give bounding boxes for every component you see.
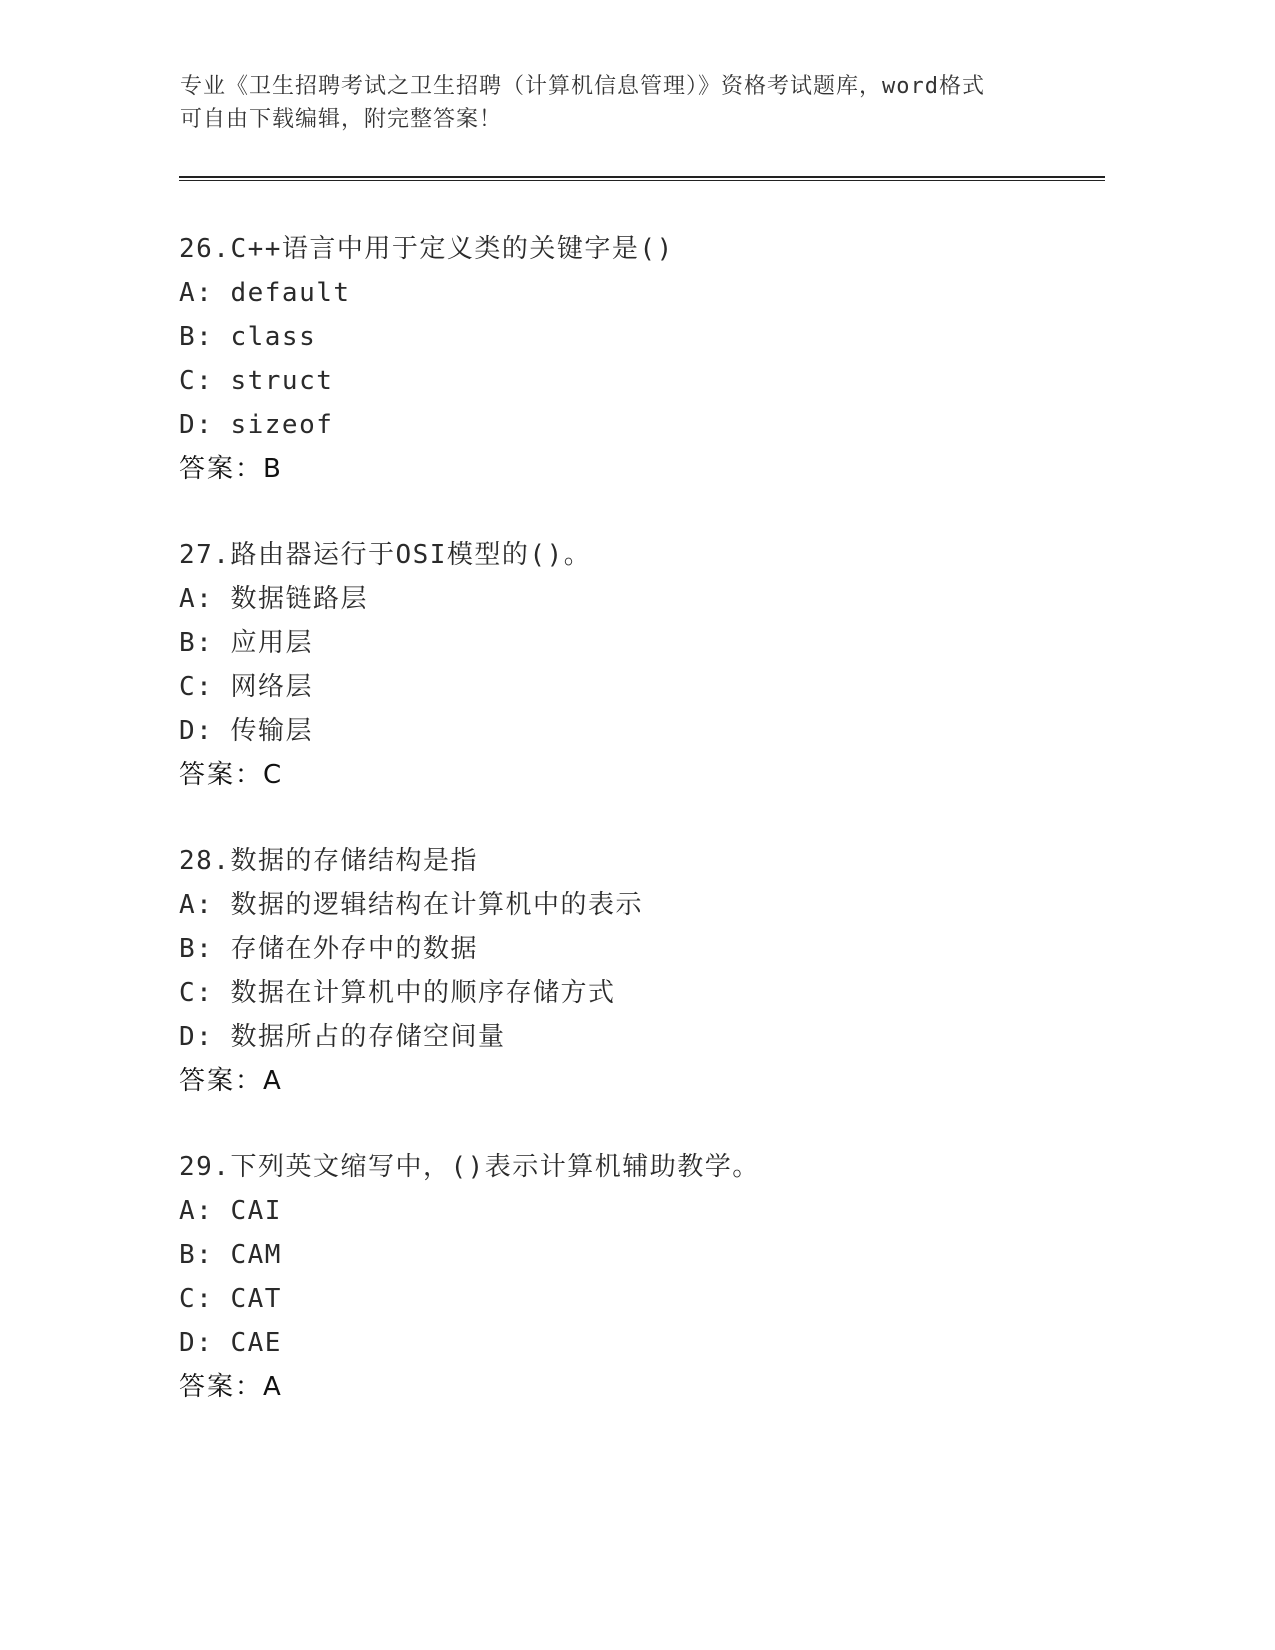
answer-line: 答案：A [179,1372,283,1402]
question-stem: 29.下列英文缩写中，()表示计算机辅助教学。 [179,1152,760,1182]
option-b: B: CAM [179,1240,282,1270]
option-a: A: default [179,278,351,308]
answer-line: 答案：A [179,1066,283,1096]
option-c: C: struct [179,366,334,396]
option-a: A: CAI [179,1196,282,1226]
option-c: C: CAT [179,1284,282,1314]
question-28 [179,839,1099,1103]
header-line-1: 专业《卫生招聘考试之卫生招聘（计算机信息管理）》资格考试题库，word格式 [180,74,985,99]
option-d: D: 数据所占的存储空间量 [179,1022,506,1052]
option-d: D: CAE [179,1328,282,1358]
answer-line: 答案：C [179,760,284,790]
option-a: A: 数据的逻辑结构在计算机中的表示 [179,890,643,920]
option-a: A: 数据链路层 [179,584,368,614]
document-header [180,70,1080,136]
answer-line: 答案：B [179,454,283,484]
question-stem: 26.C++语言中用于定义类的关键字是() [179,234,674,264]
question-29 [179,1145,1099,1409]
option-b: B: class [179,322,317,352]
header-line-2: 可自由下载编辑，附完整答案！ [180,107,503,132]
question-27 [179,533,1099,797]
header-divider [179,176,1105,181]
option-b: B: 应用层 [179,628,313,658]
question-26 [179,227,1099,491]
question-stem: 27.路由器运行于OSI模型的()。 [179,540,592,570]
option-c: C: 数据在计算机中的顺序存储方式 [179,978,616,1008]
question-stem: 28.数据的存储结构是指 [179,846,478,876]
option-d: D: 传输层 [179,716,313,746]
option-d: D: sizeof [179,410,334,440]
option-c: C: 网络层 [179,672,313,702]
question-list [179,227,1099,1451]
option-b: B: 存储在外存中的数据 [179,934,478,964]
